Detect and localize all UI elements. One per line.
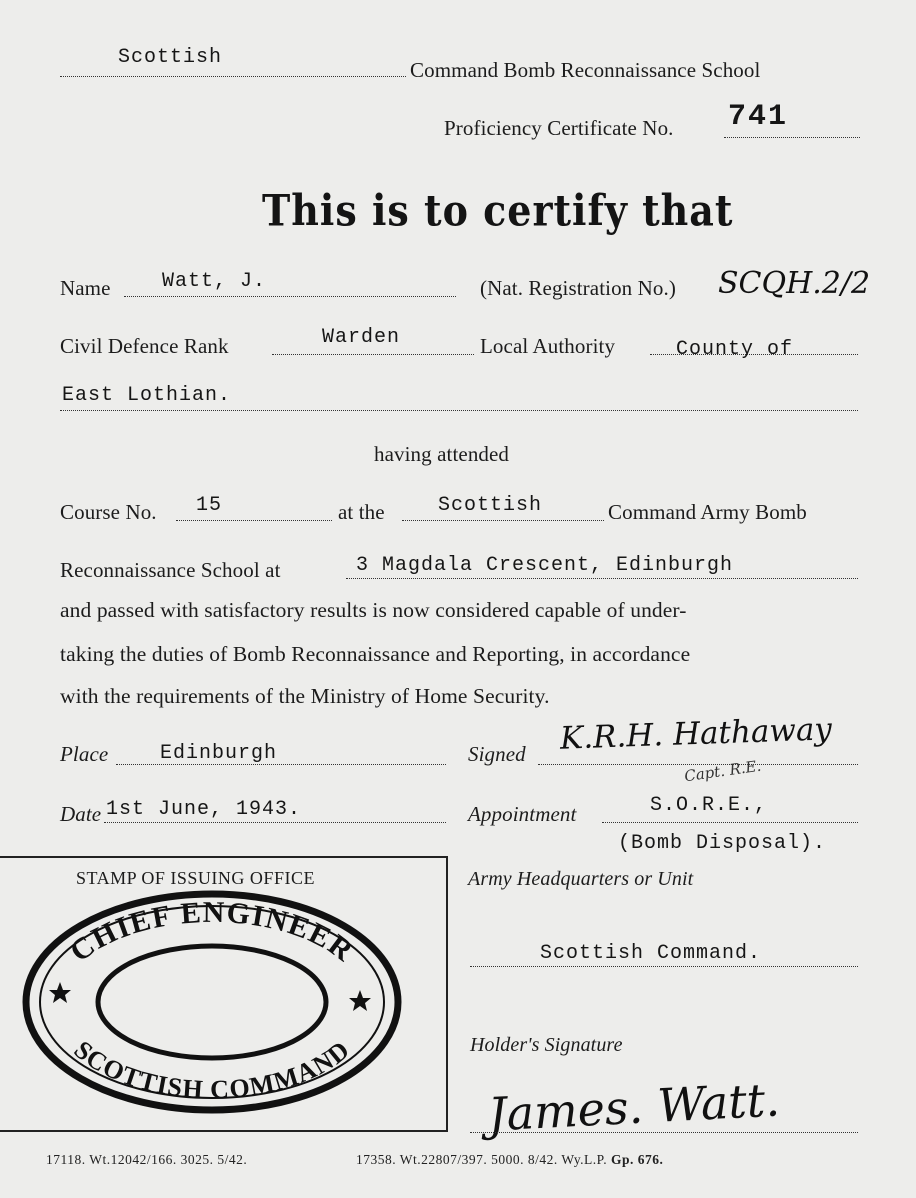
place-label: Place	[60, 742, 109, 766]
army-hq-label: Army Headquarters or Unit	[468, 868, 694, 890]
signed-signature: K.R.H. Hathaway	[559, 711, 833, 757]
appointment-value: S.O.R.E.,	[650, 794, 768, 817]
place-line	[116, 764, 446, 765]
footer-right	[356, 1152, 663, 1168]
name-label: Name	[60, 276, 111, 300]
appointment-line	[602, 822, 858, 823]
army-hq-line	[470, 966, 858, 967]
signed-rank: Capt. R.E.	[683, 756, 763, 786]
stamp-star-right	[349, 990, 371, 1011]
rank-label: Civil Defence Rank	[60, 334, 229, 358]
course-value: 15	[196, 494, 223, 517]
chief-engineer-stamp	[16, 886, 408, 1118]
certificate-number: 741	[728, 100, 789, 134]
place-value: Edinburgh	[160, 742, 278, 765]
body-line-2: taking the duties of Bomb Reconnaissance and Reporting, in accordance	[60, 642, 691, 666]
name-line	[124, 296, 456, 297]
school-at-label: Reconnaissance School at	[60, 558, 281, 582]
holder-signature-line	[470, 1132, 858, 1133]
rank-value: Warden	[322, 326, 401, 349]
appointment-label: Appointment	[468, 802, 577, 826]
holder-signature-label: Holder's Signature	[470, 1034, 623, 1056]
date-label: Date	[60, 802, 102, 826]
having-attended: having attended	[374, 442, 510, 466]
school-line: Command Bomb Reconnaissance School	[410, 58, 761, 82]
certificate-number-line	[724, 137, 860, 138]
nat-reg-label: (Nat. Registration No.)	[480, 276, 676, 300]
certificate-label: Proficiency Certificate No.	[444, 116, 674, 140]
date-value: 1st June, 1943.	[106, 798, 302, 821]
stamp-star-left	[49, 982, 71, 1003]
footer-right-text: 17358. Wt.22807/397. 5000. 8/42. Wy.L.P.	[356, 1152, 608, 1167]
army-hq-value: Scottish Command.	[540, 942, 762, 965]
stamp-box-label: STAMP OF ISSUING OFFICE	[76, 868, 315, 888]
stamp-bottom-text: SCOTTISH COMMAND	[68, 1034, 356, 1105]
command-fill-line	[60, 76, 406, 77]
authority-line	[650, 354, 858, 355]
stamp-top-text: CHIEF ENGINEER	[63, 895, 361, 969]
certificate-title: This is to certify that	[262, 185, 734, 236]
rank-line	[272, 354, 474, 355]
authority-line-cont	[60, 410, 858, 411]
authority-value-cont: East Lothian.	[62, 384, 232, 407]
army-bomb-label: Command Army Bomb	[608, 500, 807, 524]
name-value: Watt, J.	[162, 270, 267, 293]
at-the-label: at the	[338, 500, 385, 524]
command-filled: Scottish	[118, 46, 223, 69]
authority-label: Local Authority	[480, 334, 616, 358]
school-at-value: 3 Magdala Crescent, Edinburgh	[356, 554, 734, 577]
course-label: Course No.	[60, 500, 157, 524]
at-the-value: Scottish	[438, 494, 543, 517]
body-line-3: with the requirements of the Ministry of Home Security.	[60, 684, 550, 708]
footer-left: 17118. Wt.12042/166. 3025. 5/42.	[46, 1152, 248, 1167]
appointment-value-cont: (Bomb Disposal).	[618, 832, 827, 855]
nat-reg-value: SCQH.2/2	[718, 266, 871, 301]
school-at-line	[346, 578, 858, 579]
signed-line	[538, 764, 858, 765]
body-line-1: and passed with satisfactory results is now considered capable of under-	[60, 598, 687, 622]
holder-signature: James. Watt.	[486, 1072, 782, 1142]
footer-right-bold: Gp. 676.	[610, 1152, 664, 1167]
date-line	[104, 822, 446, 823]
course-line	[176, 520, 332, 521]
at-the-line	[402, 520, 604, 521]
authority-value: County of	[676, 338, 794, 361]
signed-label: Signed	[468, 742, 526, 766]
